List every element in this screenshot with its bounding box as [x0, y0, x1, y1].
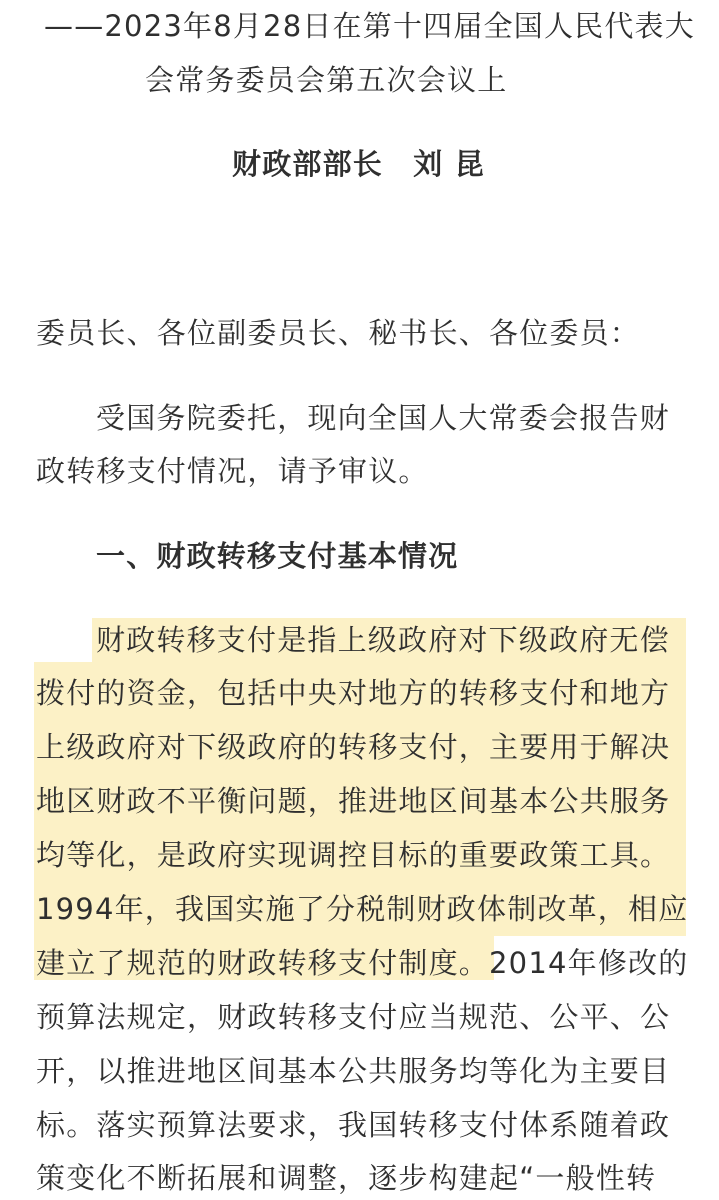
- highlighted-paragraph-line: 地区财政不平衡问题，推进地区间基本公共服务: [36, 784, 671, 818]
- salutation: 委员长、各位副委员长、秘书长、各位委员：: [36, 316, 641, 350]
- highlighted-paragraph-line: 1994年，我国实施了分税制财政体制改革，相应: [36, 892, 689, 926]
- intro-paragraph-line: 受国务院委托，现向全国人大常委会报告财: [96, 401, 670, 435]
- highlighted-paragraph-line: 均等化，是政府实现调控目标的重要政策工具。: [36, 838, 671, 872]
- paragraph-line: 开，以推进地区间基本公共服务均等化为主要目: [36, 1054, 671, 1088]
- speaker-title: 财政部部长 刘 昆: [232, 147, 485, 181]
- plain-text: 2014年修改的: [489, 946, 689, 980]
- section-heading: 一、财政转移支付基本情况: [96, 539, 459, 573]
- mixed-paragraph-line: [36, 943, 688, 983]
- subtitle-line-1: ——2023年8月28日在第十四届全国人民代表大: [44, 9, 695, 43]
- highlighted-paragraph-line: 拨付的资金，包括中央对地方的转移支付和地方: [36, 676, 671, 710]
- paragraph-line: 策变化不断拓展和调整，逐步构建起“一般性转: [36, 1161, 657, 1195]
- highlighted-paragraph-line: 上级政府对下级政府的转移支付，主要用于解决: [36, 730, 671, 764]
- subtitle-line-2: 会常务委员会第五次会议上: [145, 63, 508, 97]
- paragraph-line: 标。落实预算法要求，我国转移支付体系随着政: [36, 1108, 671, 1142]
- paragraph-line: 预算法规定，财政转移支付应当规范、公平、公: [36, 1000, 671, 1034]
- intro-paragraph-line: 政转移支付情况，请予审议。: [36, 454, 429, 488]
- highlighted-text: 建立了规范的财政转移支付制度。: [36, 946, 490, 980]
- highlighted-paragraph-line: 财政转移支付是指上级政府对下级政府无偿: [96, 623, 670, 657]
